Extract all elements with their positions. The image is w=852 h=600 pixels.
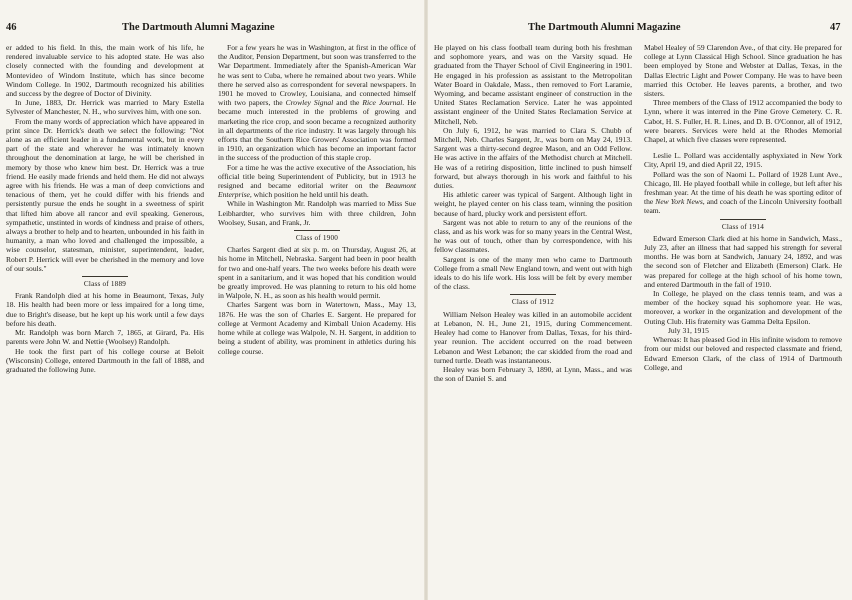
paragraph: Healey was born February 3, 1890, at Lynn, Mass., and was the son of Daniel S. and [434, 364, 632, 384]
section-rule [82, 276, 128, 277]
text-run: Pollard was the son of Naomi L. Pollard of 1928 Lunt Ave., Chicago, Ill. He played football while in college, but left after his freshman year. At the time of his death he was sporting editor of the [644, 169, 842, 207]
left-page-number: 46 [6, 22, 17, 33]
paragraph: From the many words of appreciation which have appeared in print since Dr. Herrick's death we select the following: "Not alone as an efficient leader in a fundamental work, but in every part of the state and wherever he was intimately known throughout the denomination at large, he will be cherished in memory by those who knew him best. Dr. Herrick was a true friend. He easily made friends and held them. He did not always agree with his friends. He was a man of deep convictions and tenacious of them, yet he could differ with his friends and persistently pursue the ends he sought in a sweetness of spirit that lifted him above all rancor and evil speaking. Generous, sympathetic, unstinted in words of kindness and praise of others, always a brother to help and to hearten, unbounded in his faith in humanity, a man who loved and challenged the impossible, a wise counselor, statesman, minister, superintendent, leader, Robert P. Herrick will ever be cherished in the memory and love of our souls." [6, 116, 204, 273]
section-rule [720, 219, 766, 220]
paragraph: Charles Sargent was born in Watertown, Mass., May 13, 1876. He was the son of Charles E. Sargent. He prepared for college at Vermont Academy and Kimball Union Academy. His home while at college was Walpole, N. H. Sargent, in addition to being a student of ability, was prominent in athletics during his college course. [218, 300, 416, 356]
date-line: July 31, 1915 [668, 325, 709, 335]
paragraph: Charles Sargent died at six p. m. on Thursday, August 26, at his home in Mitchell, Nebraska. Sargent had been in poor health for two and one-half years. The two weeks before his death were spent in a sanitarium, and it was hoped that his condition would be greatly improved. He was planning to return to his old home in Walpole, N. H., as soon as his health would permit. [218, 245, 416, 301]
paragraph: Leslie L. Pollard was accidentally asphyxiated in New York City, April 19, and died April 22, 1915. [644, 151, 842, 170]
newspaper-title: Beaumont Enterprise [218, 181, 416, 200]
right-page [426, 0, 852, 600]
paragraph [218, 43, 416, 163]
text-run: . He became much interested in the problems of growing and marketing the rice crop, and soon became a recognized authority in all departments of the rice industry. It was largely through his efforts that the Southern Rice Growers' Association was formed in 1910, an organization which has become an important factor in the success of the production of this staple crop. [218, 98, 416, 163]
paragraph: Whereas: It has pleased God in His infinite wisdom to remove from our midst our beloved and respected classmate and friend, Edward Emerson Clark, of the class of 1914 of Dartmouth College, and [644, 335, 842, 372]
paragraph: Three members of the Class of 1912 accompanied the body to Lynn, where it was interred in the Pine Grove Cemetery. C. R. Cabot, H. S. Fuller, H. R. Lines, and D. B. O'Connor, all of 1912, were bearers. Services were held at the Rhodes Memorial Chapel, at which five classes were represented. [644, 98, 842, 145]
text-run: and the [333, 98, 363, 108]
left-running-header: The Dartmouth Alumni Magazine [122, 22, 275, 33]
paragraph: While in Washington Mr. Randolph was married to Miss Sue Leibhardter, who survives him with three children, John Woolsey, Susan, and Frank, Jr. [218, 199, 416, 227]
paragraph: Mr. Randolph was born March 7, 1865, at Girard, Pa. His parents were John W. and Nettie (Woolsey) Randolph. [6, 328, 204, 347]
left-column-1 [6, 43, 204, 374]
paragraph [644, 170, 842, 216]
spacer [644, 144, 842, 151]
paragraph: Frank Randolph died at his home in Beaumont, Texas, July 18. His health had been more or less impaired for a long time, due to Bright's disease, but he kept up his work until a few days before his death. [6, 291, 204, 328]
section-rule [294, 230, 340, 231]
paragraph: Sargent was not able to return to any of the reunions of the class, and as his work was for so many years in the Central West, he was out of touch, other than by correspondence, with his fellow classmates. [434, 217, 632, 255]
newspaper-title: Rice Journal [362, 98, 403, 108]
paragraph: He took the first part of his college course at Beloit (Wisconsin) College, entered Dartmouth in the fall of 1888, and graduated the following June. [6, 346, 204, 374]
paragraph: er added to his field. In this, the main work of his life, he rendered invaluable service to his adopted state. He was also closely connected with the founding and development at Montevideo of Windom Institute, which has since become Windom College. In 1902, Dartmouth recognized his abilities and success by the degree of Doctor of Divinity. [6, 43, 204, 99]
section-rule [510, 294, 556, 295]
class-heading: Class of 1889 [83, 280, 127, 289]
text-run: For a few years he was in Washington, at first in the office of the Auditor, Pension Department, but soon was transferred to the War Department. Immediately after the Spanish-American War he was sent to Cuba, where he remained about two years. While there he served also as correspondent for several newspapers. In 1901 he moved to Crowley, Louisiana, and connected himself with two papers, the [218, 43, 416, 108]
left-column-2 [218, 43, 416, 356]
paragraph: Sargent is one of the many men who came to Dartmouth College from a small New England town, and went out with high ideals to do his life work. His loss will be felt by every member of the class. [434, 254, 632, 292]
paragraph: William Nelson Healey was killed in an automobile accident at Lebanon, N. H., June 21, 1915, during Commencement. Healey had come to Hanover from Dallas, Texas, for his third-year reunion. The accident occurred on the road between Lebanon and West Lebanon; the car skidded from the road and turned turtle. Death was instantaneous. [434, 309, 632, 365]
right-column-1 [434, 43, 632, 383]
right-column-2 [644, 43, 842, 372]
paragraph: Edward Emerson Clark died at his home in Sandwich, Mass., July 23, after an illness that had sapped his strength for several months. He was born at Sandwich, January 24, 1892, and was the second son of Fletcher and Elizabeth (Emerson) Clark. He was prepared for college at the high school of his home town, and entered Dartmouth in the fall of 1910. [644, 233, 842, 289]
paragraph: In June, 1883, Dr. Herrick was married to Mary Estella Sylvester of Manchester, N. H., who survives him, with one son. [6, 98, 204, 117]
class-heading: Class of 1912 [511, 298, 555, 307]
paragraph: His athletic career was typical of Sargent. Although light in weight, he played center on his class team, winning the position because of hard, plucky work and persistent effort. [434, 190, 632, 218]
paragraph: He played on his class football team during both his freshman and sophomore years, and was on the Varsity squad. He graduated from the Thayer School of Civil Engineering in 1901. He engaged in his profession as assistant to the Metropolitan Water Board in Oakdale, Mass., then removed to Fort Laramie, Wyoming, and became assistant engineer of construction in the United States Reclamation Service. Later he was appointed assistant engineer of the United States Reclamation Service at Mitchell, Neb. [434, 43, 632, 126]
paragraph: On July 6, 1912, he was married to Clara S. Chubb of Mitchell, Neb. Charles Sargent, Jr., was born on May 24, 1913. Sargent was a thirty-second degree Mason, and an Odd Fellow. He was active in the affairs of the Methodist church at Mitchell. He was of a retiring disposition, little inclined to push himself forward, but always thorough in his work and faithful to his duties. [434, 125, 632, 191]
paragraph [218, 163, 416, 200]
paragraph: In College, he played on the class tennis team, and was a member of the hockey squad his sophomore year. He was, moreover, a worker in the organization and development of the Outing Club. His fraternity was Gamma Delta Epsilon. [644, 289, 842, 326]
paragraph: Mabel Healey of 59 Clarendon Ave., of that city. He prepared for college at Lynn Classical High School. Since graduation he has been employed by Stone and Webster at Dallas, Texas, in the Dallas Electric Light and Power Company. He was to have been married this October. He leaves parents, a brother, and two sisters. [644, 43, 842, 99]
text-run: , and coach of the Lincoln University football team. [644, 197, 842, 216]
text-run: , which position he held until his death. [249, 190, 369, 200]
newspaper-title: New York News [655, 197, 703, 207]
class-heading: Class of 1914 [721, 222, 765, 231]
text-run: For a time he was the active executive of the Association, his official title being Superintendent of Publicity, but in 1913 he resigned and became editorial writer on the [218, 162, 416, 191]
right-running-header: The Dartmouth Alumni Magazine [528, 22, 681, 33]
right-page-number: 47 [830, 22, 841, 33]
class-heading: Class of 1900 [295, 234, 339, 243]
newspaper-title: Crowley Signal [285, 98, 334, 108]
